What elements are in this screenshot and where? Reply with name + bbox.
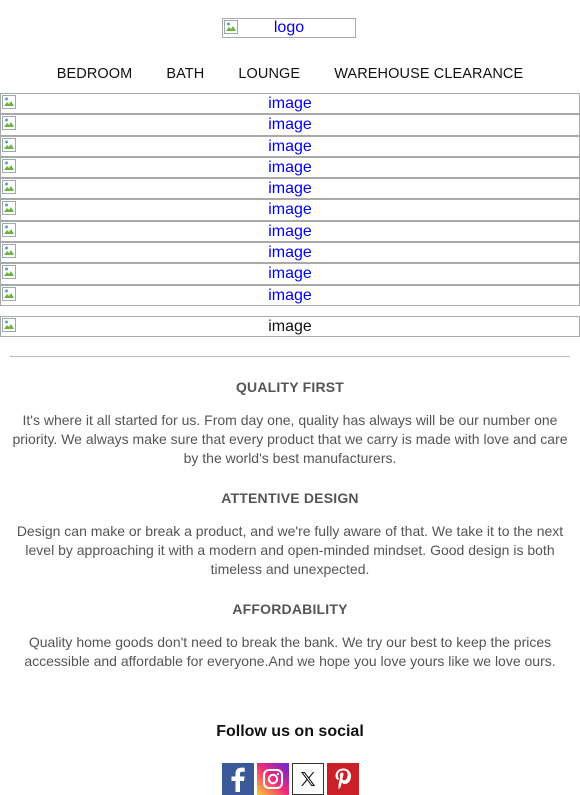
section-heading: AFFORDABILITY [232,601,348,618]
image-alt-text: image [268,244,312,262]
section-heading: QUALITY FIRST [235,379,345,396]
image-alt-text: image [268,116,312,134]
image-link[interactable] [0,242,580,263]
image-alt-text: image [268,265,312,283]
image-link[interactable] [0,221,580,242]
instagram-icon[interactable] [257,763,289,795]
about-section [0,378,580,671]
main-nav [0,58,580,90]
image-alt-text: image [268,137,312,155]
section-body: Quality home goods don't need to break the bank. We try our best to keep the prices accessible and affordable for everyone.And we hope you love yours like we love ours. [24,634,556,670]
divider [10,356,570,357]
social-links [0,763,580,795]
image-link[interactable] [0,93,580,114]
nav-item-bath[interactable]: BATH [166,66,205,82]
pinterest-icon[interactable] [327,763,359,795]
image-link[interactable] [0,199,580,220]
image-alt-text: image [268,286,312,304]
image-link[interactable] [0,178,580,199]
image-placeholder [0,316,580,337]
image-alt-text: image [268,95,312,112]
image-alt-text: image [268,201,312,219]
nav-item-warehouse-clearance[interactable]: WAREHOUSE CLEARANCE [334,66,524,82]
image-link[interactable] [0,263,580,284]
image-alt-text: image [268,222,312,240]
image-link[interactable] [0,285,580,306]
image-link[interactable] [0,136,580,157]
nav-item-lounge[interactable]: LOUNGE [238,66,301,82]
social-title: Follow us on social [216,723,364,741]
section-heading: ATTENTIVE DESIGN [221,490,359,507]
x-icon[interactable] [292,763,324,795]
logo-link[interactable] [222,18,356,38]
section-body: It's where it all started for us. From day one, quality has always will be our number one priority. We always make sure that every product that we carry is made with love and care by the world's best manufacturers. [12,412,568,467]
header [0,0,580,58]
image-alt-text: image [268,158,312,176]
image-list [0,93,580,337]
image-alt-text: image [268,317,312,335]
image-link[interactable] [0,157,580,178]
section-body: Design can make or break a product, and we're fully aware of that. We take it to the next level by approaching it with a modern and open-minded mindset. Good design is both timeless and unexpected. [16,523,564,578]
facebook-icon[interactable] [222,763,254,795]
image-link[interactable] [0,114,580,135]
logo-alt-text: logo [273,19,305,36]
image-alt-text: image [268,180,312,198]
nav-item-bedroom[interactable]: BEDROOM [56,66,133,82]
